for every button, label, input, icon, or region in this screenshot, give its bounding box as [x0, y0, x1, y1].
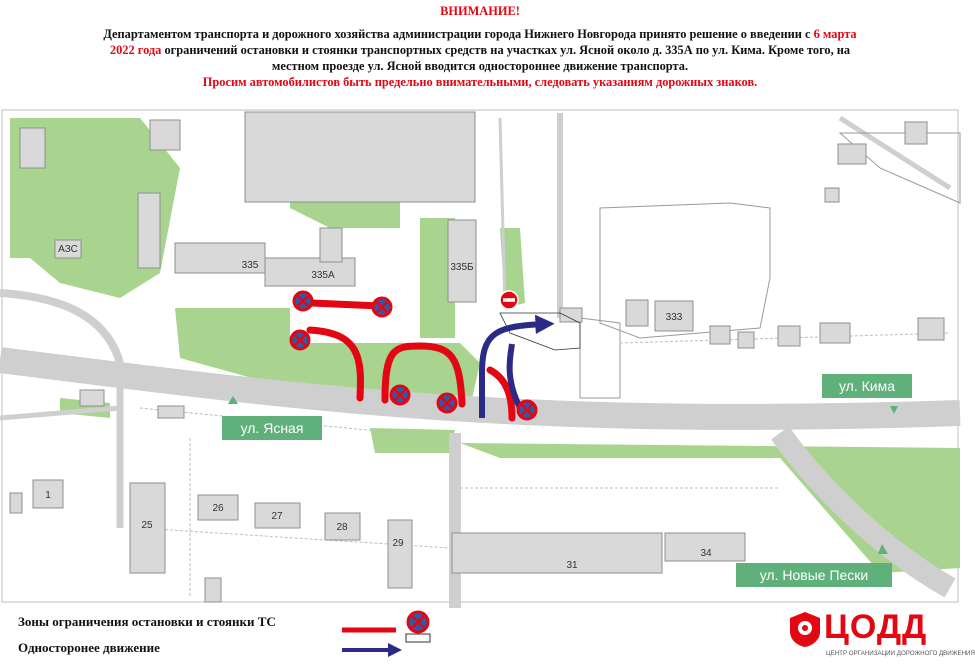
- legend-oneway-label: Односторонее движение: [18, 640, 160, 655]
- building-east-4: [778, 326, 800, 346]
- building-335a-tower: [320, 228, 342, 262]
- notice-line-4: Просим автомобилистов быть предельно внимательными, следовать указаниям дорожных знаков.: [202, 75, 758, 89]
- building-29: [388, 520, 412, 588]
- label-azs: АЗС: [58, 244, 78, 255]
- label-34: 34: [700, 548, 712, 559]
- restriction-zone-1: [312, 303, 380, 306]
- legend-arrow-icon: [388, 643, 402, 657]
- building-ne-1: [838, 144, 866, 164]
- label-333: 333: [665, 312, 683, 323]
- label-29: 29: [392, 538, 404, 549]
- label-28: 28: [336, 522, 348, 533]
- codd-logo-word: ЦОДД: [824, 608, 928, 646]
- legend-restriction-label: Зоны ограничения остановки и стоянки ТС: [18, 614, 276, 629]
- map[interactable]: [0, 108, 960, 608]
- notice-title: ВНИМАНИЕ!: [440, 4, 520, 18]
- building-ne-3: [825, 188, 839, 202]
- building-ne-2: [905, 122, 927, 144]
- legend-oneway-symbol: [338, 640, 408, 660]
- label-25: 25: [141, 520, 153, 531]
- building-east-3: [738, 332, 754, 348]
- legend-restriction-symbol: [338, 608, 438, 643]
- no-entry-sign-icon: [500, 291, 518, 309]
- notice-date-year: 2022 года: [109, 43, 162, 57]
- no-stopping-sign-icon-4: [391, 386, 409, 404]
- codd-logo: [786, 608, 975, 664]
- legend-tow-truck-icon: [406, 634, 430, 642]
- label-26: 26: [212, 503, 224, 514]
- building-east-2: [710, 326, 730, 344]
- building-small-1: [158, 406, 184, 418]
- notice-line-1-text: Департаментом транспорта и дорожного хозяйства администрации города Нижнего Новгорода принято решение о введении с: [103, 27, 814, 41]
- notice-line-2: [20, 42, 940, 58]
- building-sw: [80, 390, 104, 406]
- building-nw-2: [20, 128, 45, 168]
- building-w: [10, 493, 22, 513]
- no-stopping-sign-icon-5: [438, 394, 456, 412]
- label-335: 335: [241, 260, 259, 271]
- building-nw-3: [138, 193, 160, 268]
- building-large-north: [245, 112, 475, 202]
- no-stopping-sign-icon-2: [373, 298, 391, 316]
- label-31: 31: [566, 560, 578, 571]
- green-area-patch-2: [370, 428, 455, 453]
- legend-no-stopping-icon: [408, 612, 428, 632]
- street-label-novye-peski-text: ул. Новые Пески: [759, 567, 869, 583]
- building-335b: [448, 220, 476, 302]
- notice-header: [20, 0, 940, 108]
- building-east-1: [626, 300, 648, 326]
- label-335a: 335А: [311, 270, 335, 281]
- notice-line-2-text: ограничений остановки и стоянки транспортных средств на участках ул. Ясной около д. 335А по ул. Кима. Кроме того, на: [161, 43, 851, 57]
- no-stopping-sign-icon-6: [518, 401, 536, 419]
- notice-line-1: [20, 26, 940, 42]
- street-label-yasnaya-text: ул. Ясная: [240, 420, 304, 436]
- building-nw-1: [150, 120, 180, 150]
- no-stopping-sign-icon-1: [294, 292, 312, 310]
- label-335b: 335Б: [450, 262, 474, 273]
- notice-date-day: 6 марта: [813, 27, 857, 41]
- no-stopping-sign-icon-3: [291, 331, 309, 349]
- map-canvas: [0, 108, 960, 608]
- street-label-kima-text: ул. Кима: [838, 378, 896, 394]
- codd-logo-shield-icon: [788, 610, 822, 648]
- building-east-5: [820, 323, 850, 343]
- label-1: 1: [45, 490, 51, 501]
- notice-line-3: местном проезде ул. Ясной вводится одностороннее движение транспорта.: [271, 59, 689, 73]
- building-east-6: [918, 318, 944, 340]
- codd-logo-subtitle: ЦЕНТР ОРГАНИЗАЦИИ ДОРОЖНОГО ДВИЖЕНИЯ: [826, 650, 975, 657]
- building-31: [452, 533, 662, 573]
- label-27: 27: [271, 511, 283, 522]
